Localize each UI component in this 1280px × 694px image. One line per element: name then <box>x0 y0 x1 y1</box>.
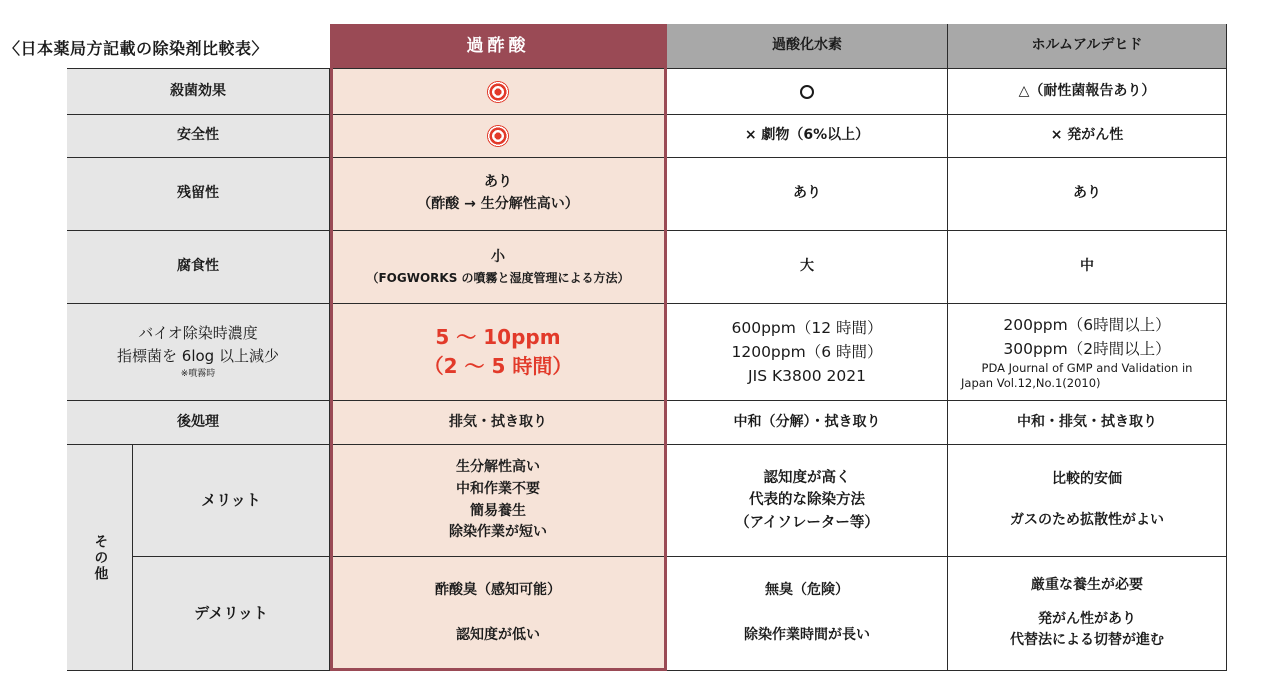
cell-formaldehyde-demerit-line1: 厳重な養生が必要 <box>1031 576 1143 593</box>
cell-formaldehyde-bactericidal-text: △（耐性菌報告あり） <box>1018 82 1156 99</box>
cell-formaldehyde-merit-line2: ガスのため拡散性がよい <box>1010 512 1164 529</box>
cell-peracetic-merit-line4: 除染作業が短い <box>449 524 547 541</box>
cell-peracetic-demerit-line2: 認知度が低い <box>456 626 540 643</box>
cell-h2o2-post-text: 中和（分解）・拭き取り <box>733 413 881 430</box>
cell-peracetic-residue-line1: あり <box>484 174 512 191</box>
cell-peracetic-residue <box>330 158 667 231</box>
cell-formaldehyde-corrosion-text: 中 <box>1080 258 1094 275</box>
header-formaldehyde <box>948 24 1227 69</box>
cell-peracetic-safety <box>330 115 667 158</box>
cell-h2o2-safety-text: × 劇物（6%以上） <box>744 127 870 144</box>
cell-h2o2-concentration <box>667 304 948 401</box>
cell-h2o2-merit-line2: 代表的な除染方法 <box>749 492 865 509</box>
cell-formaldehyde-concentration <box>948 304 1227 401</box>
cell-peracetic-post <box>330 401 667 445</box>
header-h2o2-label: 過酸化水素 <box>772 37 842 54</box>
row-label-concentration-line1: バイオ除染時濃度 <box>138 323 258 342</box>
cell-formaldehyde-residue <box>948 158 1227 231</box>
cell-h2o2-merit-line3: （アイソレーター等） <box>735 514 879 531</box>
cell-h2o2-demerit-line1: 無臭（危険） <box>765 582 849 599</box>
row-label-concentration <box>67 304 330 401</box>
cell-peracetic-merit-line2: 中和作業不要 <box>456 480 540 497</box>
cell-h2o2-residue-text: あり <box>793 185 821 202</box>
cell-h2o2-corrosion <box>667 231 948 304</box>
cell-peracetic-merit-line1: 生分解性高い <box>456 459 540 476</box>
cell-peracetic-merit <box>330 445 667 557</box>
cell-formaldehyde-demerit-line2: 発がん性があり <box>1038 610 1136 627</box>
cell-formaldehyde-demerit <box>948 557 1227 671</box>
row-label-demerit <box>133 557 330 671</box>
cell-formaldehyde-reference-line2: Japan Vol.12,No.1(2010) <box>961 376 1101 391</box>
cell-formaldehyde-merit-line1: 比較的安価 <box>1052 470 1122 487</box>
cell-formaldehyde-corrosion <box>948 231 1227 304</box>
cell-peracetic-bactericidal <box>330 69 667 115</box>
row-label-post-text: 後処理 <box>177 413 219 430</box>
row-label-other-text: その他 <box>92 533 109 582</box>
header-peracetic <box>330 24 667 69</box>
cell-h2o2-bactericidal <box>667 69 948 115</box>
cell-formaldehyde-post <box>948 401 1227 445</box>
cell-peracetic-demerit <box>330 557 667 671</box>
cell-formaldehyde-bactericidal <box>948 69 1227 115</box>
double-circle-icon <box>487 81 509 103</box>
cell-h2o2-merit-line1: 認知度が高く <box>763 469 851 486</box>
cell-peracetic-residue-line2: （酢酸 → 生分解性高い） <box>417 196 579 212</box>
cell-formaldehyde-concentration-line1: 200ppm（6時間以上） <box>1003 316 1171 335</box>
row-label-merit <box>133 445 330 557</box>
cell-peracetic-corrosion-line2: （FOGWORKS の噴霧と湿度管理による方法） <box>366 270 630 285</box>
row-label-merit-text: メリット <box>201 490 261 509</box>
cell-formaldehyde-safety <box>948 115 1227 158</box>
cell-h2o2-concentration-line1: 600ppm（12 時間） <box>731 318 883 337</box>
header-peracetic-label: 過酢酸 <box>466 35 530 56</box>
cell-peracetic-corrosion-line1: 小 <box>491 248 505 265</box>
cell-formaldehyde-safety-text: × 発がん性 <box>1050 127 1124 144</box>
row-label-other <box>67 445 133 671</box>
row-label-bactericidal <box>67 69 330 115</box>
cell-formaldehyde-post-text: 中和・排気・拭き取り <box>1017 413 1157 430</box>
cell-h2o2-post <box>667 401 948 445</box>
cell-peracetic-concentration-line1: 5 ～ 10ppm <box>435 325 561 349</box>
cell-formaldehyde-demerit-line3: 代替法による切替が進む <box>1010 632 1164 649</box>
row-label-corrosion <box>67 231 330 304</box>
row-label-post <box>67 401 330 445</box>
row-label-corrosion-text: 腐食性 <box>177 258 219 275</box>
row-label-residue <box>67 158 330 231</box>
cell-formaldehyde-concentration-line2: 300ppm（2時間以上） <box>1003 340 1171 359</box>
row-label-residue-text: 残留性 <box>177 185 219 202</box>
cell-h2o2-demerit <box>667 557 948 671</box>
table-caption: 〈日本薬局方記載の除染剤比較表〉 <box>4 39 269 58</box>
row-label-concentration-note: ※噴霧時 <box>180 369 216 380</box>
cell-formaldehyde-merit <box>948 445 1227 557</box>
cell-peracetic-merit-line3: 簡易養生 <box>470 502 526 519</box>
header-formaldehyde-label: ホルムアルデヒド <box>1031 37 1143 54</box>
cell-h2o2-residue <box>667 158 948 231</box>
header-h2o2 <box>667 24 948 69</box>
row-label-bactericidal-text: 殺菌効果 <box>170 82 226 99</box>
row-label-safety <box>67 115 330 158</box>
cell-h2o2-concentration-line2: 1200ppm（6 時間） <box>731 342 883 361</box>
cell-peracetic-concentration <box>330 304 667 401</box>
row-label-demerit-text: デメリット <box>194 603 268 622</box>
circle-icon <box>800 85 814 99</box>
cell-h2o2-merit <box>667 445 948 557</box>
row-label-safety-text: 安全性 <box>177 127 219 144</box>
cell-formaldehyde-residue-text: あり <box>1073 185 1101 202</box>
cell-peracetic-concentration-line2: （2 ～ 5 時間） <box>423 354 573 378</box>
cell-peracetic-demerit-line1: 酢酸臭（感知可能） <box>435 582 561 599</box>
cell-peracetic-corrosion <box>330 231 667 304</box>
cell-h2o2-concentration-line3: JIS K3800 2021 <box>748 367 866 385</box>
cell-formaldehyde-reference-line1: PDA Journal of GMP and Validation in <box>981 361 1193 376</box>
cell-h2o2-corrosion-text: 大 <box>800 258 814 275</box>
row-label-concentration-line2: 指標菌を 6log 以上減少 <box>117 347 279 366</box>
cell-peracetic-post-text: 排気・拭き取り <box>449 413 547 430</box>
double-circle-icon <box>487 125 509 147</box>
cell-h2o2-safety <box>667 115 948 158</box>
cell-h2o2-demerit-line2: 除染作業時間が長い <box>744 626 870 643</box>
